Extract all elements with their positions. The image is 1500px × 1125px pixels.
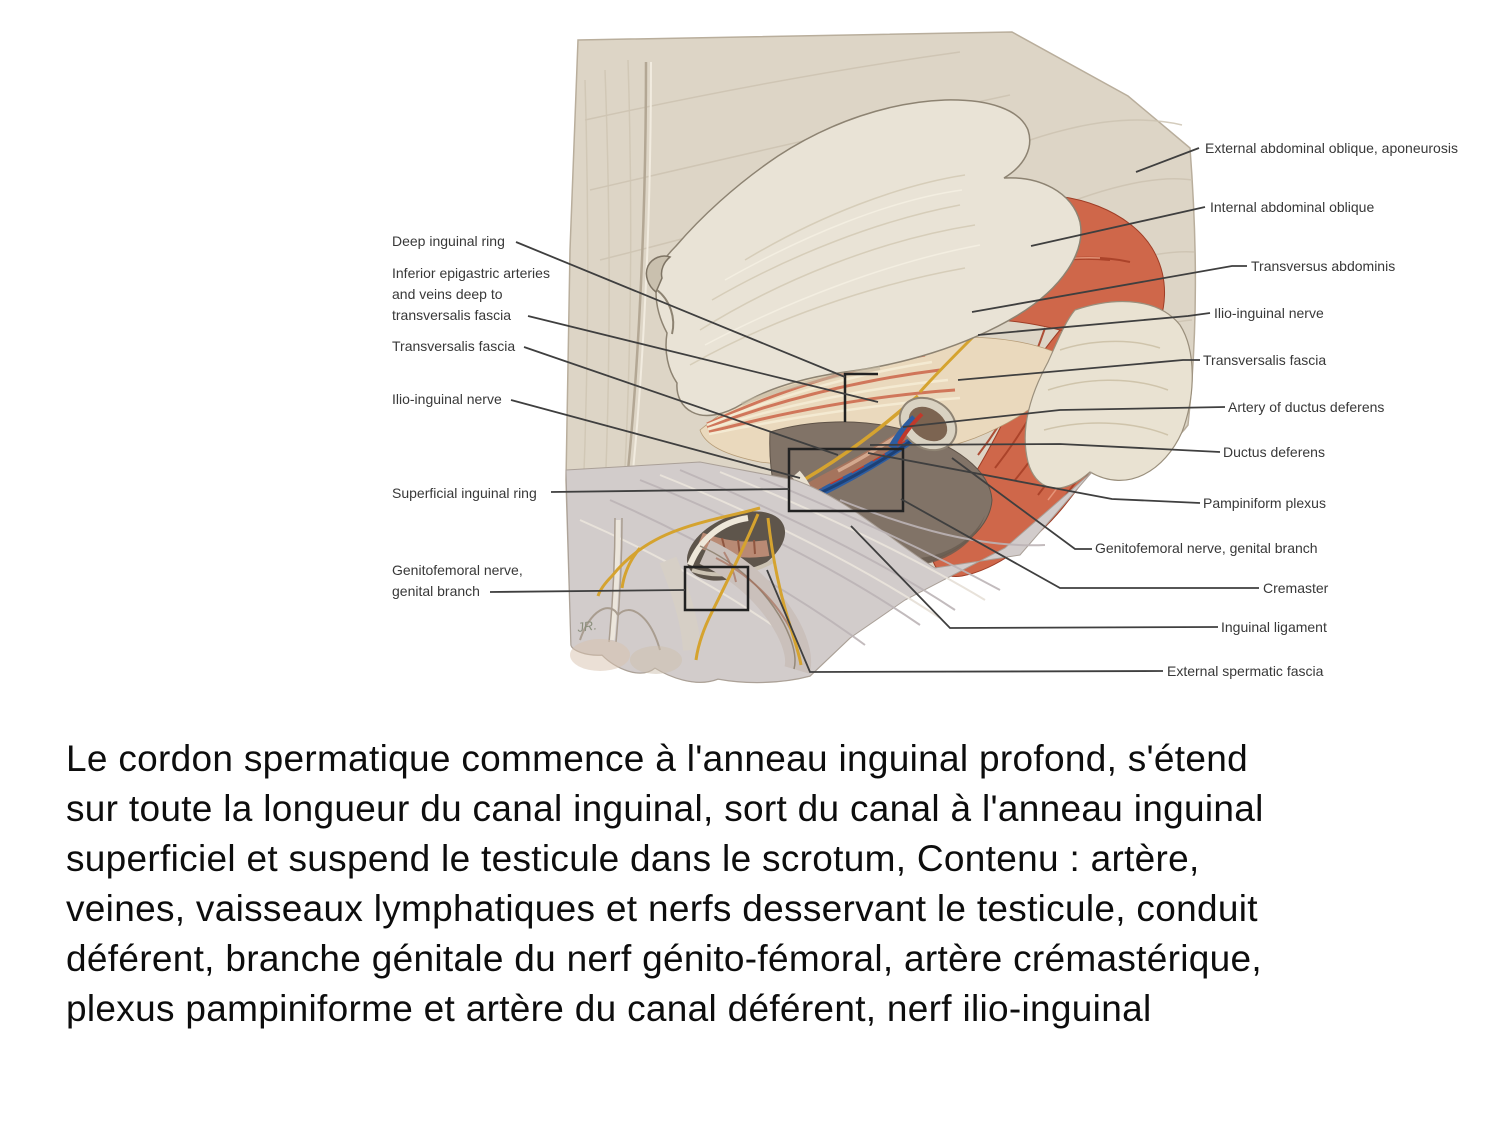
label-cremaster: Cremaster — [1263, 580, 1329, 596]
label-inguinal-ligament: Inguinal ligament — [1221, 619, 1327, 635]
label-ductus-deferens: Ductus deferens — [1223, 444, 1325, 460]
label-deep-inguinal-ring: Deep inguinal ring — [392, 233, 505, 249]
label-genitofemoral-right: Genitofemoral nerve, genital branch — [1095, 540, 1318, 556]
label-ilio-inguinal-nerve-left: Ilio-inguinal nerve — [392, 391, 502, 407]
label-inferior-epigastric — [392, 263, 550, 326]
label-line: Inferior epigastric arteries — [392, 265, 550, 281]
label-transversalis-fascia-left: Transversalis fascia — [392, 338, 516, 354]
label-internal-abdominal-oblique: Internal abdominal oblique — [1210, 199, 1375, 215]
label-ilio-inguinal-nerve-right: Ilio-inguinal nerve — [1214, 305, 1324, 321]
paragraph-line: veines, vaisseaux lymphatiques et nerfs desservant le testicule, conduit — [66, 888, 1258, 929]
label-external-spermatic-fascia: External spermatic fascia — [1167, 663, 1324, 679]
label-line: and veins deep to — [392, 286, 503, 302]
paragraph-line: déférent, branche génitale du nerf génito-fémoral, artère crémastérique, — [66, 938, 1262, 979]
body-paragraph — [66, 734, 1456, 1034]
paragraph-line: Le cordon spermatique commence à l'anneau inguinal profond, s'étend — [66, 738, 1248, 779]
paragraph-line: sur toute la longueur du canal inguinal, sort du canal à l'anneau inguinal — [66, 788, 1264, 829]
label-line: Genitofemoral nerve, — [392, 562, 523, 578]
label-line: transversalis fascia — [392, 307, 512, 323]
artist-signature: JR. — [576, 617, 598, 635]
label-external-abdominal-oblique: External abdominal oblique, aponeurosis — [1205, 140, 1458, 156]
label-genitofemoral-left — [392, 560, 523, 602]
label-artery-of-ductus-deferens: Artery of ductus deferens — [1228, 399, 1385, 415]
paragraph-line: superficiel et suspend le testicule dans le scrotum, Contenu : artère, — [66, 838, 1200, 879]
label-superficial-inguinal-ring: Superficial inguinal ring — [392, 485, 537, 501]
label-line: genital branch — [392, 583, 480, 599]
paragraph-line: plexus pampiniforme et artère du canal déférent, nerf ilio-inguinal — [66, 988, 1152, 1029]
label-transversalis-fascia-right: Transversalis fascia — [1203, 352, 1327, 368]
label-transversus-abdominis: Transversus abdominis — [1251, 258, 1396, 274]
label-pampiniform-plexus: Pampiniform plexus — [1203, 495, 1326, 511]
